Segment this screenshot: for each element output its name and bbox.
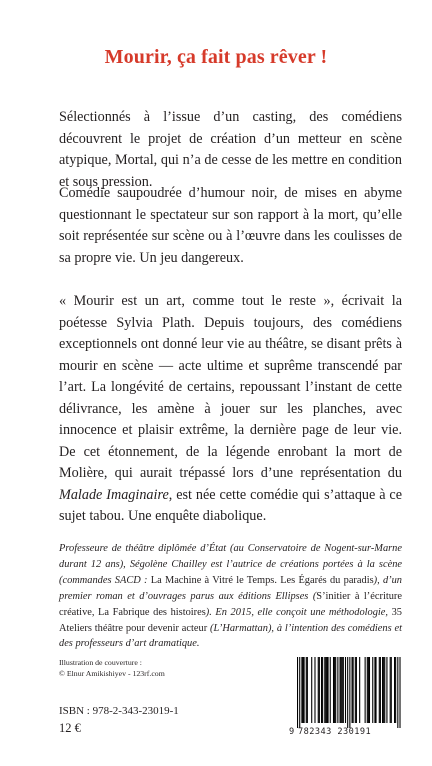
- barcode-bar: [301, 657, 302, 723]
- barcode-bar: [372, 657, 373, 723]
- barcode-bar: [365, 657, 366, 723]
- barcode-bar: [330, 657, 331, 723]
- illustration-copyright: © Elnur Amikishiyev - 123rf.com: [59, 669, 165, 678]
- barcode-bar: [391, 657, 392, 723]
- illustration-label: Illustration de couverture :: [59, 658, 142, 667]
- bio-works-2: S’initier à l’écriture créative, La Fabrique des histoires: [59, 590, 402, 618]
- barcode-bar: [382, 657, 383, 723]
- barcode-bar: [380, 657, 381, 723]
- barcode-bar: [395, 657, 396, 723]
- bio-text-3: ). En 2015, elle conçoit une méthodologie,: [205, 606, 392, 618]
- author-bio: [59, 541, 402, 652]
- barcode-bar: [337, 657, 338, 723]
- barcode-bar: [355, 657, 356, 723]
- barcode-bar: [322, 657, 323, 723]
- isbn: ISBN : 978-2-343-23019-1: [59, 705, 179, 717]
- paragraph-3-text-end: , est née cette comédie qui s’attaque à ce sujet tabou. Une enquête diabolique.: [59, 486, 403, 524]
- barcode-bar: [347, 657, 348, 728]
- barcode-bar: [318, 657, 319, 723]
- barcode-bar: [321, 657, 322, 723]
- barcode-bar: [333, 657, 334, 723]
- bio-text-1: Professeure de théâtre diplômée d’État (au Conservatoire de Nogent-sur-Marne durant 12 ans), Ségolène Chailley est l’autrice de créations portées à la scène (commandes SACD :: [59, 543, 402, 586]
- barcode-bar: [314, 657, 315, 723]
- play-title: Malade Imaginaire: [59, 486, 169, 503]
- barcode-bar: [353, 657, 354, 723]
- bio-text-2: ), d’un premier roman et d’ouvrages parus aux éditions Ellipses (: [59, 574, 403, 602]
- barcode-bar: [319, 657, 320, 723]
- barcode-bar: [383, 657, 384, 723]
- barcode-bar: [302, 657, 303, 723]
- book-title: Mourir, ça fait pas rêver !: [104, 46, 328, 68]
- barcode-bar: [340, 657, 341, 723]
- barcode-bar: [324, 657, 325, 723]
- barcode-bar: [311, 657, 312, 723]
- barcode-bar: [307, 657, 308, 723]
- barcode-bar: [359, 657, 360, 723]
- barcode-bar: [369, 657, 370, 723]
- barcode-first-digit: 9: [289, 727, 295, 737]
- barcode-bar: [379, 657, 380, 723]
- barcode-bar: [343, 657, 344, 723]
- barcode-bar: [304, 657, 305, 723]
- barcode-bar: [394, 657, 395, 723]
- barcode-bar: [352, 657, 353, 723]
- barcode-bar: [334, 657, 335, 723]
- bio-works-1: La Machine à Vitré le Temps. Les Égarés du paradis: [150, 574, 374, 586]
- barcode-bar: [306, 657, 307, 723]
- barcode-bar: [368, 657, 369, 723]
- summary-paragraph-2: Comédie saupoudrée d’humour noir, de mises en abyme questionnant le spectateur sur son rapport à la mort, qu’elle soit représentée sur scène ou à l’œuvre dans les coulisses de sa propre vie. Un jeu dangereux.: [59, 185, 402, 266]
- barcode-bar: [326, 657, 327, 723]
- barcode-bar: [328, 657, 329, 723]
- barcode-bar: [384, 657, 385, 723]
- bio-text-4: (L’Harmattan), à l’intention des comédiens et des professeurs d’art dramatique.: [59, 622, 402, 650]
- barcode-bar: [375, 657, 376, 723]
- barcode-bar: [341, 657, 342, 723]
- barcode-bar: [390, 657, 391, 723]
- barcode-bar: [325, 657, 326, 723]
- barcode-bar: [299, 657, 300, 728]
- barcode-bar: [374, 657, 375, 723]
- barcode-bar: [345, 657, 346, 723]
- price: 12 €: [59, 721, 81, 735]
- barcode: [288, 656, 406, 740]
- paragraph-3-text: « Mourir est un art, comme tout le reste », écrivait la poétesse Sylvia Plath. Depuis toujours, des comédiens exceptionnels ont donné leur vie au théâtre, se disant prêts à mourir en scène — acte ultime et suprême transcendé par l’art. La longévité de certains, repoussant l’instant de cette délivrance, les amène à jouer sur les planches, avec innocence et plaisir extrême, la dernière page de leur vie. De cet étonnement, de la légende enrobant la mort de Molière, qui aurait trépassé lors d’une représentation du: [59, 293, 402, 481]
- barcode-bar: [386, 657, 387, 723]
- summary-paragraph-3: [59, 291, 402, 528]
- barcode-bar: [356, 657, 357, 723]
- barcode-bar: [297, 657, 298, 728]
- barcode-bar: [399, 657, 400, 728]
- barcode-bars: [288, 656, 406, 728]
- barcode-bar: [367, 657, 368, 723]
- barcode-bar: [349, 657, 350, 728]
- barcode-bar: [335, 657, 336, 723]
- illustration-credit: [59, 657, 165, 679]
- barcode-digits: 782343 230191: [298, 727, 372, 737]
- barcode-bar: [342, 657, 343, 723]
- summary-paragraph-1: Sélectionnés à l’issue d’un casting, des comédiens découvrent le projet de création d’un metteur en scène atypique, Mortal, qui n’a de cesse de les mettre en condition et sous pression.: [59, 109, 402, 190]
- bio-works-3: 35 Ateliers théâtre pour devenir acteur: [59, 606, 402, 634]
- barcode-bar: [397, 657, 398, 728]
